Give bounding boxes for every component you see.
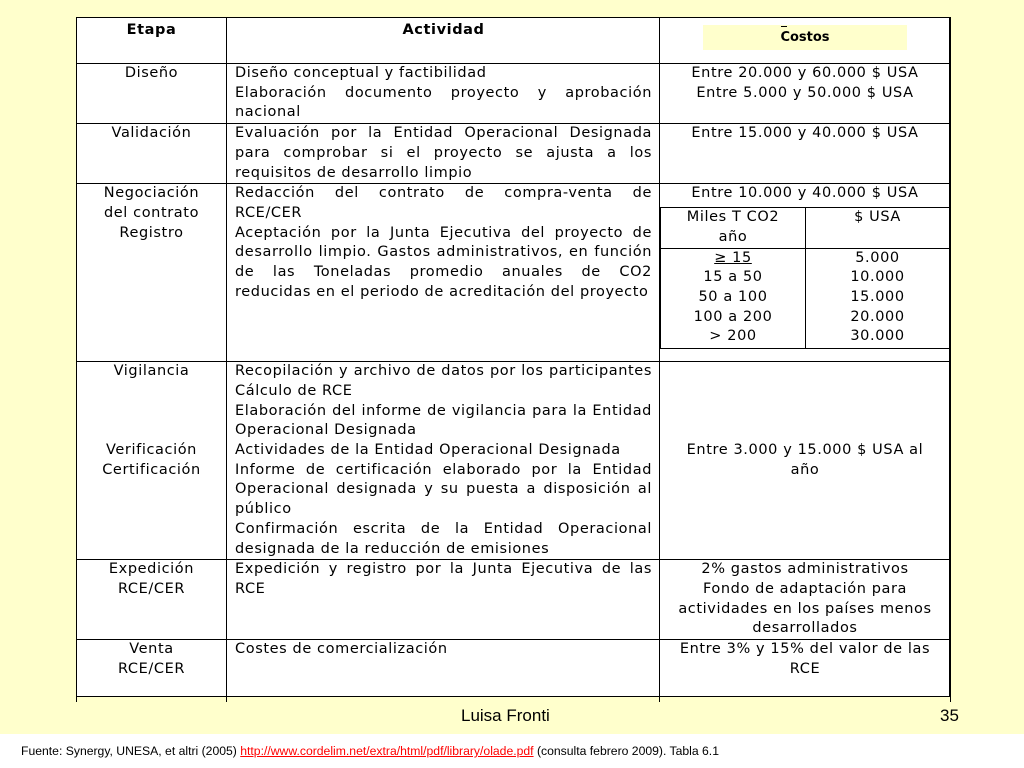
table-row: [77, 184, 951, 362]
etapa-cell: [77, 64, 227, 124]
source-suffix: (consulta febrero 2009). Tabla 6.1: [533, 744, 719, 758]
costos-line: Fondo de adaptación para: [702, 580, 908, 597]
costs-table: [76, 17, 951, 702]
costos-cell: [660, 184, 951, 362]
actividad-cell: [227, 560, 660, 640]
costos-line: Entre 3.000 y 15.000 $ USA al: [686, 442, 924, 459]
actividad-line: Elaboración del informe de vigilancia para la Entidad: [235, 402, 652, 419]
costos-line: Entre 15.000 y 40.000 $ USA: [691, 125, 919, 142]
costos-line: actividades en los países menos: [678, 600, 932, 617]
actividad-line: Diseño conceptual y factibilidad: [235, 65, 487, 81]
etapa-cell: [77, 560, 227, 640]
etapa-cell: [77, 640, 227, 702]
actividad-cell: [227, 362, 660, 560]
subtable-value: 20.000: [850, 308, 905, 325]
actividad-line: Operacional Designada: [235, 422, 417, 439]
etapa-text: RCE/CER: [117, 660, 186, 677]
table-row: [77, 362, 951, 560]
table-row: [77, 640, 951, 702]
actividad-cell: [227, 64, 660, 124]
etapa-cell: [77, 362, 227, 560]
actividad-line: nacional: [235, 104, 301, 121]
actividad-line: Actividades de la Entidad Operacional Designada: [235, 442, 621, 459]
subtable-value: 15.000: [850, 289, 905, 306]
costos-cell: [660, 362, 951, 560]
etapa-spacer: [77, 402, 226, 422]
subtable-value: 30.000: [850, 328, 905, 345]
etapa-text: Registro: [119, 224, 184, 241]
subtable-value: > 200: [709, 328, 757, 345]
etapa-text: Verificación: [106, 442, 197, 459]
actividad-line: de las Toneladas promedio anuales de CO2: [235, 264, 652, 281]
costos-line: Entre 5.000 y 50.000 $ USA: [696, 84, 914, 101]
actividad-line: reducidas en el periodo de acreditación del proyecto: [235, 283, 649, 300]
actividad-cell: [227, 184, 660, 362]
subtable-value: 5.000: [855, 249, 900, 266]
table-row: [77, 64, 951, 124]
costos-cell: [660, 124, 951, 184]
actividad-cell: [227, 124, 660, 184]
actividad-line: Cálculo de RCE: [235, 382, 353, 399]
costs-table-container: [76, 17, 950, 697]
subtable-header-usd: $ USA: [806, 208, 950, 248]
etapa-cell: [77, 124, 227, 184]
actividad-line: Redacción del contrato de compra-venta de: [235, 185, 652, 202]
actividad-line: desarrollo limpio. Gastos administrativos, en función: [235, 244, 652, 261]
source-citation: [0, 734, 1024, 768]
actividad-cell: [227, 640, 660, 702]
subtable-header-line: Miles T CO2: [686, 209, 780, 226]
subtable-header-line: año: [718, 228, 748, 245]
actividad-line: Informe de certificación elaborado por la Entidad: [235, 461, 652, 478]
etapa-text: Negociación: [103, 185, 200, 202]
etapa-spacer: [77, 382, 226, 402]
subtable-value: 50 a 100: [698, 289, 768, 306]
subtable-usd-values: [806, 248, 950, 349]
source-link[interactable]: http://www.cordelim.net/extra/html/pdf/library/olade.pdf: [240, 744, 534, 758]
subtable-value: ≥ 15: [714, 249, 752, 266]
actividad-line: Evaluación por la Entidad Operacional Designada: [235, 125, 652, 142]
costos-cell: [660, 64, 951, 124]
costos-cell: [660, 560, 951, 640]
costos-line: RCE: [789, 660, 821, 677]
etapa-text: del contrato: [103, 204, 200, 221]
table-row: [77, 560, 951, 640]
costos-line: desarrollados: [752, 620, 858, 637]
costos-line: año: [790, 461, 820, 478]
etapa-text: Validación: [111, 125, 192, 142]
etapa-text: Diseño: [124, 65, 179, 81]
costos-line: Entre 10.000 y 40.000 $ USA: [691, 185, 919, 202]
actividad-line: Aceptación por la Junta Ejecutiva del proyecto de: [235, 224, 652, 241]
actividad-line: RCE: [235, 580, 266, 597]
actividad-line: RCE/CER: [235, 204, 303, 221]
etapa-text: Venta: [129, 641, 174, 658]
subtable-body-row: [661, 248, 950, 349]
costos-line: Entre 20.000 y 60.000 $ USA: [691, 65, 919, 81]
costos-line: 2% gastos administrativos: [701, 561, 909, 578]
etapa-cell: [77, 184, 227, 362]
actividad-line: Elaboración documento proyecto y aprobación: [235, 84, 652, 101]
etapa-spacer: [77, 421, 226, 441]
actividad-line: Recopilación y archivo de datos por los participantes: [235, 363, 652, 380]
subtable-tco2-values: [661, 248, 806, 349]
header-actividad: Actividad: [227, 18, 660, 64]
actividad-line: público: [235, 501, 292, 518]
table-row: [77, 124, 951, 184]
table-header-row: [77, 18, 951, 64]
author-name: Luisa Fronti: [461, 706, 550, 725]
actividad-line: designada de la reducción de emisiones: [235, 540, 550, 557]
subtable-header-row: [661, 208, 950, 248]
etapa-text: Certificación: [102, 461, 201, 478]
subtable-value: 10.000: [850, 269, 905, 286]
header-costos-cell: [660, 18, 951, 64]
actividad-line: Confirmación escrita de la Entidad Operacional: [235, 520, 652, 537]
actividad-line: Operacional designada y su puesta a disposición al: [235, 481, 652, 498]
page-number: 35: [940, 706, 959, 725]
header-etapa: Etapa: [77, 18, 227, 64]
actividad-line: Costes de comercialización: [235, 641, 448, 658]
tonnage-fee-subtable: [660, 207, 950, 349]
costos-cell: [660, 640, 951, 702]
subtable-header-tco2: [661, 208, 806, 248]
header-costos: Costos: [703, 25, 907, 50]
actividad-line: requisitos de desarrollo limpio: [235, 164, 473, 181]
actividad-line: Expedición y registro por la Junta Ejecutiva de las: [235, 561, 652, 578]
etapa-text: Expedición: [108, 561, 195, 578]
costos-line: Entre 3% y 15% del valor de las: [679, 641, 931, 658]
subtable-value: 100 a 200: [693, 308, 773, 325]
etapa-text: RCE/CER: [117, 580, 186, 597]
source-prefix: Fuente: Synergy, UNESA, et altri (2005): [21, 744, 241, 758]
etapa-text: Vigilancia: [113, 363, 190, 380]
actividad-line: para comprobar si el proyecto se ajusta a los: [235, 144, 652, 161]
subtable-value: 15 a 50: [703, 269, 763, 286]
